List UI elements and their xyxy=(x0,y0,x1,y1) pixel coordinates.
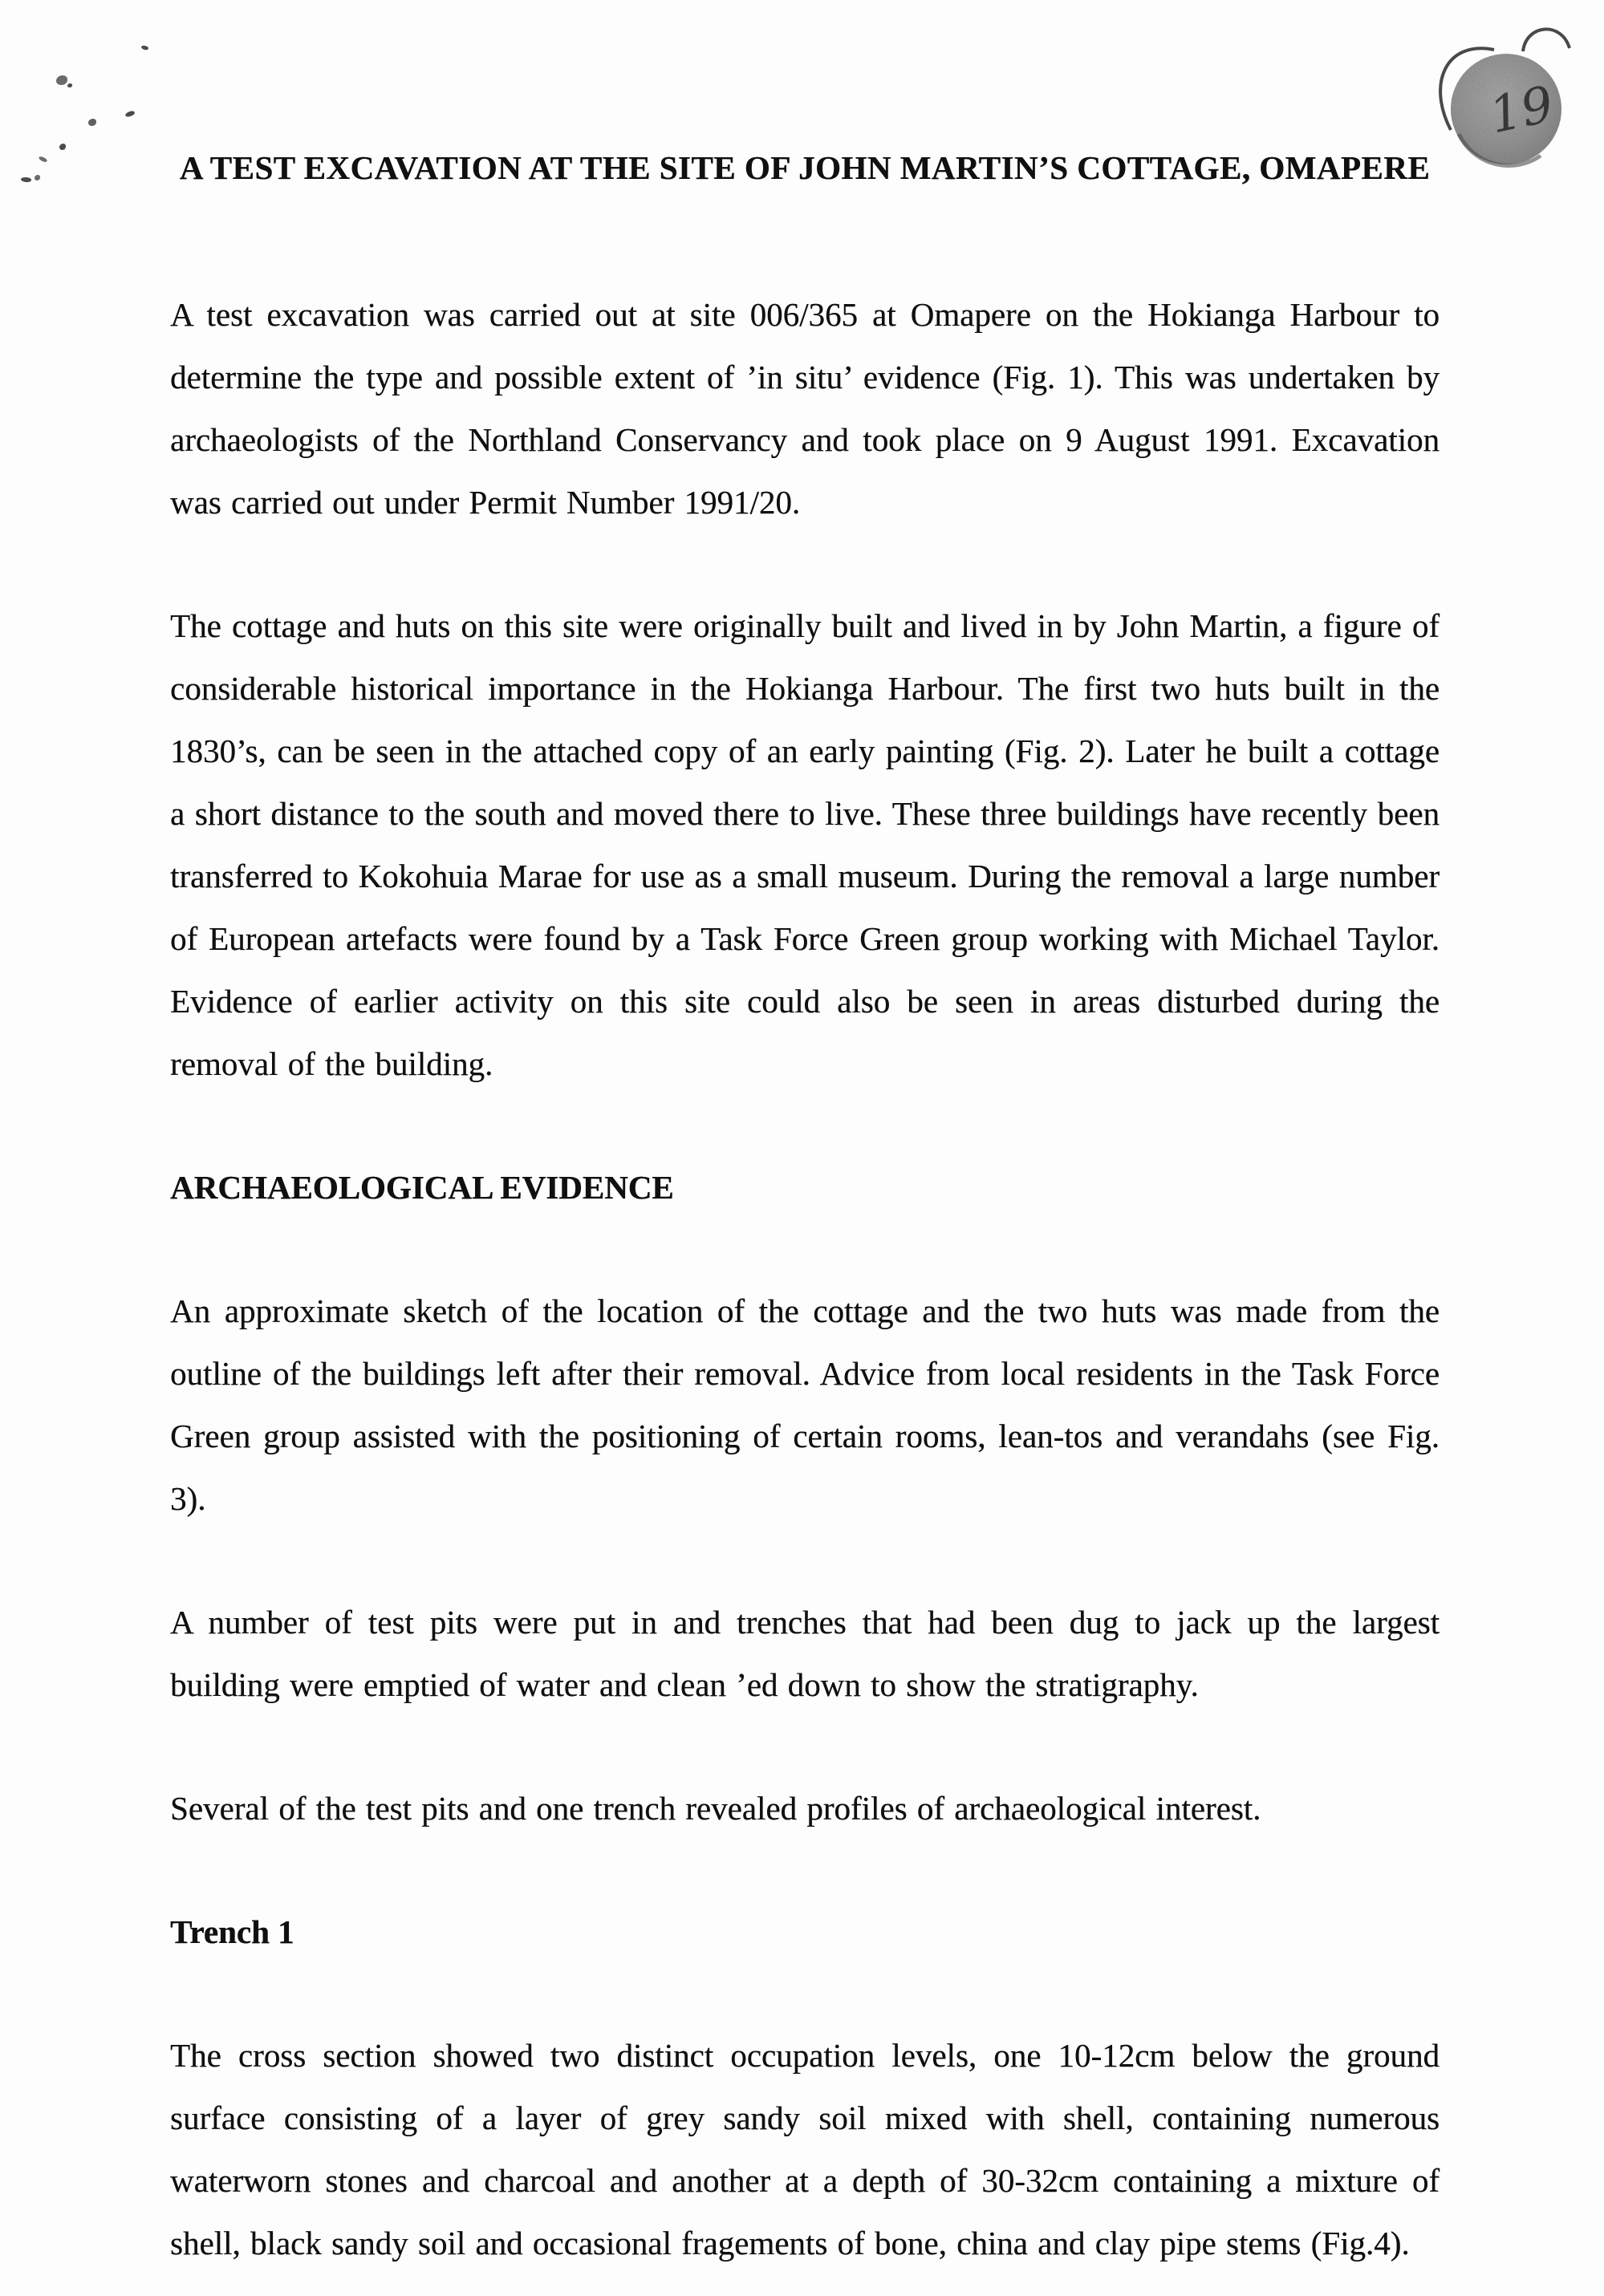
ink-speck xyxy=(140,45,148,51)
ink-speck xyxy=(35,175,40,181)
paragraph-cross-section: The cross section showed two distinct occupation levels, one 10-12cm below the ground surface consisting of a layer of grey sandy soil mixed with shell, containing numerous waterworn stones and charcoal and another at a depth of 30-32cm containing a mixture of shell, black sandy soil and occasional fragements of bone, china and clay pipe stems (Fig.4). xyxy=(170,2037,1440,2262)
paragraph-intro: A test excavation was carried out at site 006/365 at Omapere on the Hokianga Harbour to determine the type and possible extent of ’in situ’ evidence (Fig. 1). This was undertaken by archaeologists of the Northland Conservancy and took place on 9 August 1991. Excavation was carried out under Permit Number 1991/20. xyxy=(170,296,1440,521)
ink-speck xyxy=(67,83,72,87)
pen-arc xyxy=(1523,29,1569,51)
document-content xyxy=(170,148,1440,2296)
ink-speck xyxy=(124,111,135,118)
ink-speck xyxy=(59,144,66,150)
document-title: A TEST EXCAVATION AT THE SITE OF JOHN MARTIN’S COTTAGE, OMAPERE xyxy=(179,149,1431,186)
ink-speck xyxy=(56,75,67,85)
ink-speck xyxy=(21,176,32,183)
ink-speck xyxy=(88,119,96,126)
paragraph-test-pits: A number of test pits were put in and trenches that had been dug to jack up the largest building were emptied of water and clean ʼed down to show the stratigraphy. xyxy=(170,1604,1440,1703)
sub-heading-trench-1: Trench 1 xyxy=(170,1913,294,1950)
page-number-stamp xyxy=(1412,10,1601,190)
paragraph-sketch: An approximate sketch of the location of the cottage and the two huts was made from the outline of the buildings left after their removal. Advice from local residents in the Task Force Green group assisted with the positioning of certain rooms, lean-tos and verandahs (see Fig. 3). xyxy=(170,1292,1440,1517)
page-number: 19 xyxy=(1484,74,1559,145)
paragraph-profiles: Several of the test pits and one trench revealed profiles of archaeological interest. xyxy=(170,1790,1261,1827)
paragraph-history: The cottage and huts on this site were originally built and lived in by John Martin, a figure of considerable historical importance in the Hokianga Harbour. The first two huts built in the 1830’s, can be seen in the attached copy of an early painting (Fig. 2). Later he built a cottage a short distance to the south and moved there to live. These three buildings have recently been transferred to Kokohuia Marae for use as a small museum. During the removal a large number of European artefacts were found by a Task Force Green group working with Michael Taylor. Evidence of earlier activity on this site could also be seen in areas disturbed during the removal of the building. xyxy=(170,607,1440,1082)
section-heading-archaeological-evidence: ARCHAEOLOGICAL EVIDENCE xyxy=(170,1169,674,1206)
ink-speck xyxy=(38,156,47,164)
